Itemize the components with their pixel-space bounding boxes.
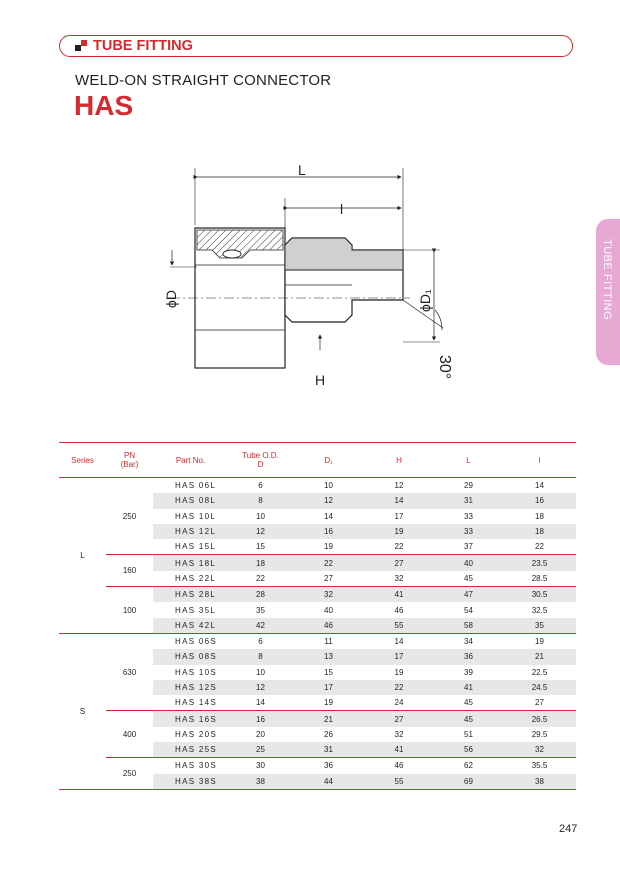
cell-h: 46 <box>364 758 434 774</box>
cell-part-no: HAS 22L <box>175 573 217 583</box>
cell-d1: 14 <box>324 511 333 521</box>
cell-d1: 10 <box>293 478 364 494</box>
cell-part-no: HAS 12S <box>153 680 228 695</box>
cell-h: 55 <box>364 618 434 634</box>
cell-tube-od: 38 <box>228 774 293 790</box>
cell-d1: 11 <box>293 633 364 649</box>
cell-part-no: HAS 14S <box>175 698 218 708</box>
cell-l: 23.5 <box>503 555 576 571</box>
cell-tube-od: 14 <box>256 698 265 708</box>
cell-L: 45 <box>464 573 473 583</box>
cell-part-no: HAS 06S <box>153 633 228 649</box>
cell-l: 38 <box>503 774 576 790</box>
cell-tube-od: 8 <box>228 649 293 664</box>
cell-d1: 22 <box>293 555 364 571</box>
cell-part-no: HAS 10S <box>175 667 218 677</box>
angle-label: 30° <box>436 355 453 380</box>
technical-drawing <box>150 150 470 400</box>
page-number: 247 <box>559 823 578 835</box>
cell-d1: 12 <box>293 493 364 508</box>
cell-l: 24.5 <box>503 680 576 695</box>
cell-part-no: HAS 12L <box>153 524 228 539</box>
header-d1: D₁ <box>293 443 364 478</box>
cell-tube-od: 12 <box>228 524 293 539</box>
cell-h: 19 <box>364 524 434 539</box>
cell-d1: 19 <box>324 542 333 552</box>
cell-tube-od: 20 <box>256 729 265 739</box>
cell-pn: 630 <box>106 633 153 710</box>
cell-L: 58 <box>434 618 503 634</box>
dim-l-label: l <box>340 201 344 217</box>
header-L: L <box>434 443 503 478</box>
cell-l: 30.5 <box>503 587 576 603</box>
cell-h: 32 <box>394 573 404 583</box>
cell-l: 35 <box>503 618 576 634</box>
dim-H-label: H <box>315 372 326 388</box>
table-header-row <box>59 443 576 478</box>
cell-part-no: HAS 06L <box>153 478 228 494</box>
cell-L: 34 <box>434 633 503 649</box>
cell-pn: 100 <box>106 587 153 634</box>
cell-l: 18 <box>503 524 576 539</box>
section-bullet-icon <box>75 40 87 52</box>
cell-tube-od: 15 <box>256 542 265 552</box>
cell-part-no: HAS 08S <box>153 649 228 664</box>
cell-l: 14 <box>503 478 576 494</box>
dim-D1-label: ϕD₁ <box>417 289 433 312</box>
dim-L-label: L <box>298 162 306 178</box>
cell-L: 40 <box>434 555 503 571</box>
cell-l: 21 <box>503 649 576 664</box>
header-l: l <box>503 443 576 478</box>
table-row <box>59 711 576 727</box>
cell-l: 32 <box>503 742 576 758</box>
cell-L: 54 <box>464 605 473 615</box>
cell-part-no: HAS 28L <box>153 587 228 603</box>
cell-h: 55 <box>364 774 434 790</box>
cell-h: 41 <box>364 742 434 758</box>
cell-part-no: HAS 16S <box>153 711 228 727</box>
cell-h: 22 <box>394 542 404 552</box>
cell-tube-od: 6 <box>228 633 293 649</box>
cell-L: 39 <box>464 667 473 677</box>
cell-part-no: HAS 35L <box>175 605 217 615</box>
header-part-no: Part No. <box>153 443 228 478</box>
cell-d1: 46 <box>293 618 364 634</box>
cell-h: 17 <box>364 649 434 664</box>
cell-d1: 26 <box>324 729 333 739</box>
cell-h: 41 <box>364 587 434 603</box>
cell-pn: 160 <box>106 555 153 587</box>
cell-tube-od: 10 <box>256 667 265 677</box>
cell-d1: 21 <box>293 711 364 727</box>
cell-d1: 31 <box>293 742 364 758</box>
o-ring <box>223 250 241 258</box>
table-body <box>59 478 576 790</box>
cell-h: 27 <box>364 711 434 727</box>
cell-pn: 250 <box>106 758 153 790</box>
cell-pn: 250 <box>106 478 153 555</box>
cell-l: 16 <box>503 493 576 508</box>
cell-part-no: HAS 42L <box>153 618 228 634</box>
cell-tube-od: 25 <box>228 742 293 758</box>
cell-pn: 400 <box>106 711 153 758</box>
cell-L: 69 <box>434 774 503 790</box>
dim-D-label: ϕD <box>163 290 179 308</box>
section-title: TUBE FITTING <box>93 38 193 54</box>
cell-tube-od: 42 <box>228 618 293 634</box>
cell-h: 14 <box>364 493 434 508</box>
cell-L: 33 <box>434 524 503 539</box>
cell-d1: 17 <box>293 680 364 695</box>
cell-l: 32.5 <box>531 605 548 615</box>
side-tab-label: TUBE FITTING <box>601 239 613 321</box>
product-code: HAS <box>74 90 134 121</box>
cell-l: 35.5 <box>503 758 576 774</box>
cell-tube-od: 30 <box>228 758 293 774</box>
cell-h: 46 <box>394 605 404 615</box>
header-tube-od: Tube O.D. D <box>228 443 293 478</box>
cell-L: 47 <box>434 587 503 603</box>
cell-L: 37 <box>464 542 473 552</box>
cell-part-no: HAS 25S <box>153 742 228 758</box>
cell-l: 19 <box>503 633 576 649</box>
table-row <box>59 633 576 649</box>
cell-d1: 16 <box>293 524 364 539</box>
cell-h: 27 <box>364 555 434 571</box>
cell-tube-od: 18 <box>228 555 293 571</box>
cell-L: 62 <box>434 758 503 774</box>
side-tab[interactable] <box>596 219 620 365</box>
cell-l: 22 <box>535 542 544 552</box>
cell-part-no: HAS 18L <box>153 555 228 571</box>
cell-part-no: HAS 10L <box>175 511 217 521</box>
cell-d1: 32 <box>293 587 364 603</box>
cell-part-no: HAS 15L <box>175 542 217 552</box>
cell-tube-od: 35 <box>256 605 265 615</box>
cell-L: 56 <box>434 742 503 758</box>
connector-section-shade <box>285 238 403 270</box>
cell-d1: 44 <box>293 774 364 790</box>
cell-tube-od: 12 <box>228 680 293 695</box>
cell-h: 12 <box>364 478 434 494</box>
cell-d1: 36 <box>293 758 364 774</box>
cell-tube-od: 8 <box>228 493 293 508</box>
cell-series: S <box>59 633 106 789</box>
cell-l: 29.5 <box>531 729 548 739</box>
cell-part-no: HAS 38S <box>153 774 228 790</box>
cell-L: 45 <box>434 711 503 727</box>
cell-L: 51 <box>464 729 473 739</box>
cell-L: 36 <box>434 649 503 664</box>
cell-series: L <box>59 478 106 634</box>
spec-table <box>59 442 576 790</box>
cell-h: 14 <box>364 633 434 649</box>
table-row <box>59 758 576 774</box>
angle-arc <box>435 310 442 330</box>
cell-l: 18 <box>535 511 544 521</box>
cell-tube-od: 10 <box>256 511 265 521</box>
cell-part-no: HAS 30S <box>153 758 228 774</box>
cell-L: 41 <box>434 680 503 695</box>
cell-tube-od: 6 <box>228 478 293 494</box>
cell-part-no: HAS 20S <box>175 729 218 739</box>
cell-L: 29 <box>434 478 503 494</box>
cell-d1: 19 <box>324 698 333 708</box>
cell-l: 28.5 <box>531 573 548 583</box>
cell-part-no: HAS 08L <box>153 493 228 508</box>
cell-l: 27 <box>535 698 544 708</box>
product-subtitle: WELD-ON STRAIGHT CONNECTOR <box>75 72 332 89</box>
cell-h: 17 <box>394 511 404 521</box>
cell-L: 33 <box>464 511 473 521</box>
header-h: H <box>364 443 434 478</box>
cell-d1: 15 <box>324 667 333 677</box>
cell-L: 31 <box>434 493 503 508</box>
header-pn: PN (Bar) <box>106 443 153 478</box>
cell-tube-od: 28 <box>228 587 293 603</box>
cell-L: 45 <box>464 698 473 708</box>
cell-tube-od: 16 <box>228 711 293 727</box>
section-header <box>59 35 573 57</box>
cell-d1: 27 <box>324 573 333 583</box>
table-row <box>59 555 576 571</box>
header-series: Series <box>59 443 106 478</box>
cell-h: 22 <box>364 680 434 695</box>
table-row <box>59 478 576 494</box>
cell-tube-od: 22 <box>256 573 265 583</box>
cell-l: 22.5 <box>531 667 548 677</box>
cell-h: 32 <box>394 729 404 739</box>
table-row <box>59 587 576 603</box>
cell-d1: 13 <box>293 649 364 664</box>
cell-h: 19 <box>394 667 404 677</box>
cell-d1: 40 <box>324 605 333 615</box>
cell-h: 24 <box>394 698 404 708</box>
cell-l: 26.5 <box>503 711 576 727</box>
